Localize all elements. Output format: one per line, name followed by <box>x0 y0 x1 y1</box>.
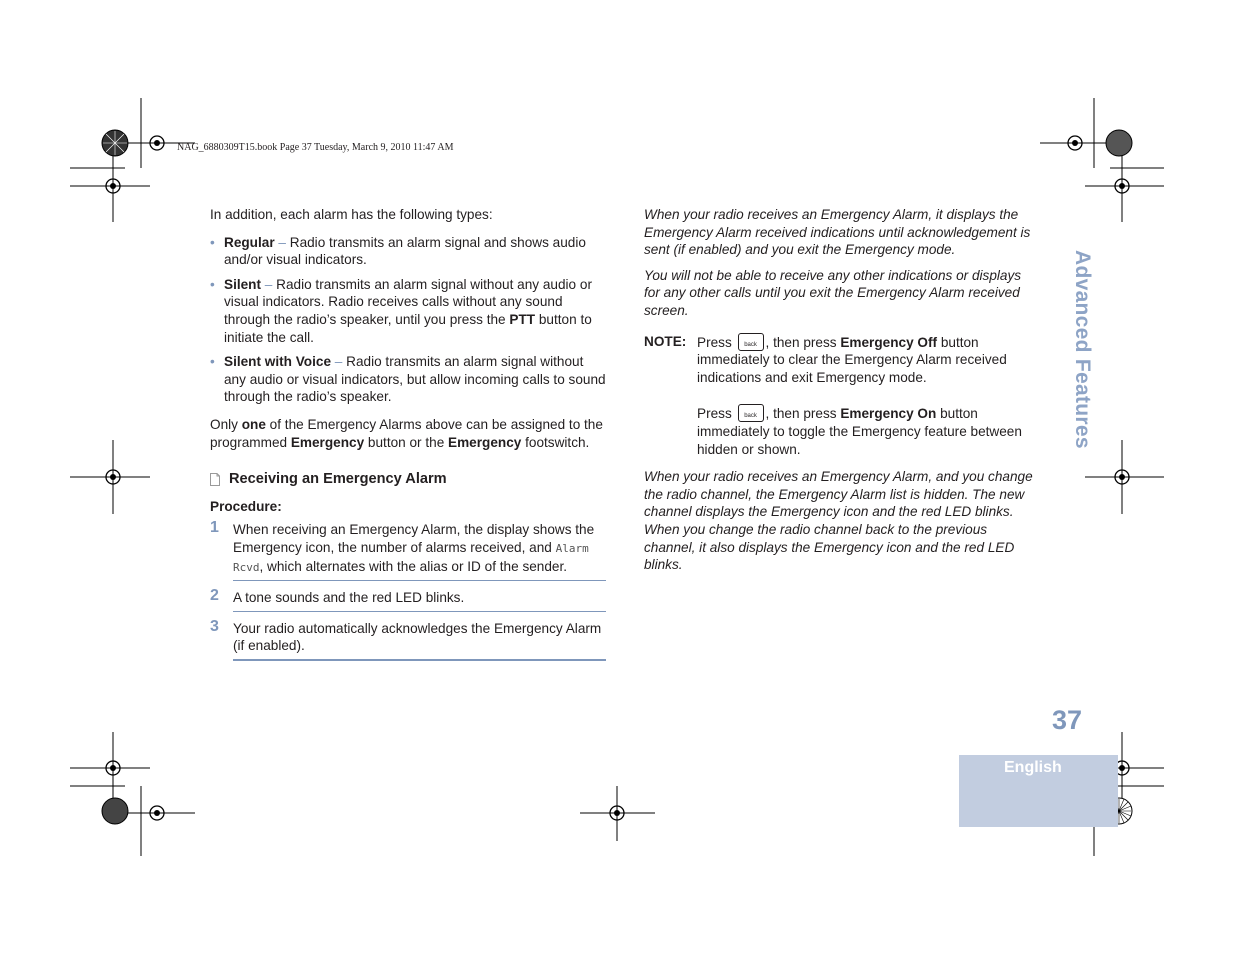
bold-text: Emergency <box>448 434 522 450</box>
bold-text: one <box>241 416 266 432</box>
text: footswitch. <box>521 434 590 450</box>
italic-paragraph: When your radio receives an Emergency Alarm, and you change the radio channel, the Emergency Alarm list is hidden. The new channel displays the Emergency icon and the red LED blinks. When you change the radio channel back to the previous channel, it also displays the Emergency icon and the red LED blinks. <box>644 469 1033 573</box>
bold-text: Emergency On <box>840 406 937 422</box>
key-label: back <box>744 413 757 420</box>
section-heading-text: Receiving an Emergency Alarm <box>229 471 447 488</box>
list-item <box>210 353 606 406</box>
procedure-label: Procedure: <box>210 498 282 514</box>
section-heading <box>210 471 606 489</box>
dash: – <box>261 276 277 292</box>
step-body: Your radio automatically acknowledges the Emergency Alarm (if enabled). <box>233 620 606 661</box>
book-file-info: NAG_6880309T15.book Page 37 Tuesday, March 9, 2010 11:47 AM <box>177 142 454 153</box>
language-tab-label: English <box>1004 759 1062 776</box>
note-paragraph <box>697 333 1039 387</box>
assignment-paragraph <box>210 416 606 451</box>
text: button or the <box>364 434 449 450</box>
step-number: 2 <box>210 587 219 605</box>
bullet-text: Radio transmits an alarm signal without any audio or visual indicators, but allow incoming calls to sound through the radio’s speaker. <box>224 354 606 405</box>
italic-paragraph: You will not be able to receive any other indications or displays for any other calls until you exit the Emergency Alarm received screen. <box>644 267 1022 318</box>
intro-text: In addition, each alarm has the following types: <box>210 207 493 222</box>
bold-text: Emergency <box>290 434 365 450</box>
back-key-icon <box>738 333 764 351</box>
back-key-icon <box>738 404 764 422</box>
key-label: back <box>744 341 757 348</box>
step-number: 1 <box>210 519 219 537</box>
left-column <box>210 206 606 661</box>
note-label: NOTE: <box>644 333 687 349</box>
bullet-text: Radio transmits an alarm signal without any audio or visual indicators. Radio receives calls without any sound through the radio’s speaker, until you press the <box>224 276 592 327</box>
text: of the Emergency Alarms above can be assigned to the programmed <box>210 416 603 450</box>
note-paragraph <box>697 404 1039 458</box>
page-number: 37 <box>1051 705 1082 735</box>
bullet-term: Silent <box>224 276 262 292</box>
bullet-term: Regular <box>224 234 275 250</box>
note-body <box>697 333 1039 477</box>
text: button immediately to clear the Emergency Alarm received indications and exit Emergency mode. <box>697 334 1007 385</box>
procedure-step <box>210 589 606 612</box>
right-column <box>644 206 1039 582</box>
text: , then press <box>765 334 841 350</box>
list-item <box>210 276 606 346</box>
language-tab <box>959 755 1118 827</box>
dash: – <box>274 234 290 250</box>
procedure-step <box>210 521 606 581</box>
bullet-icon: • <box>210 234 215 250</box>
text: Press <box>697 406 736 422</box>
note-block <box>644 333 1039 477</box>
bullet-icon: • <box>210 276 215 292</box>
ptt-term: PTT <box>509 311 536 327</box>
document-icon <box>210 473 220 486</box>
procedure-step <box>210 617 606 661</box>
chapter-side-title-text: Advanced Features <box>1071 250 1094 449</box>
text: Press <box>697 334 736 350</box>
text: , then press <box>765 406 841 422</box>
text: Only <box>210 416 242 432</box>
step-text: , which alternates with the alias or ID of the sender. <box>259 558 568 574</box>
step-number: 3 <box>210 617 219 635</box>
bullet-text: button to initiate the call. <box>224 311 592 345</box>
bullet-term: Silent with Voice <box>224 354 332 370</box>
step-body: A tone sounds and the red LED blinks. <box>233 589 606 612</box>
step-text: When receiving an Emergency Alarm, the display shows the Emergency icon, the number of alarms received, and <box>233 522 595 555</box>
step-body <box>233 521 606 581</box>
dash: – <box>331 354 347 370</box>
chapter-side-title <box>1051 250 1094 460</box>
italic-paragraph: When your radio receives an Emergency Alarm, it displays the Emergency Alarm received indications until acknowledgement is sent (if enabled) and you exit the Emergency mode. <box>644 207 1031 258</box>
bold-text: Emergency Off <box>840 334 938 350</box>
bullet-text: Radio transmits an alarm signal and shows audio and/or visual indicators. <box>224 234 586 268</box>
text: button immediately to toggle the Emergency feature between hidden or shown. <box>697 406 1022 457</box>
list-item <box>210 234 606 269</box>
bullet-icon: • <box>210 354 215 370</box>
display-text: Alarm Rcvd <box>233 541 589 574</box>
